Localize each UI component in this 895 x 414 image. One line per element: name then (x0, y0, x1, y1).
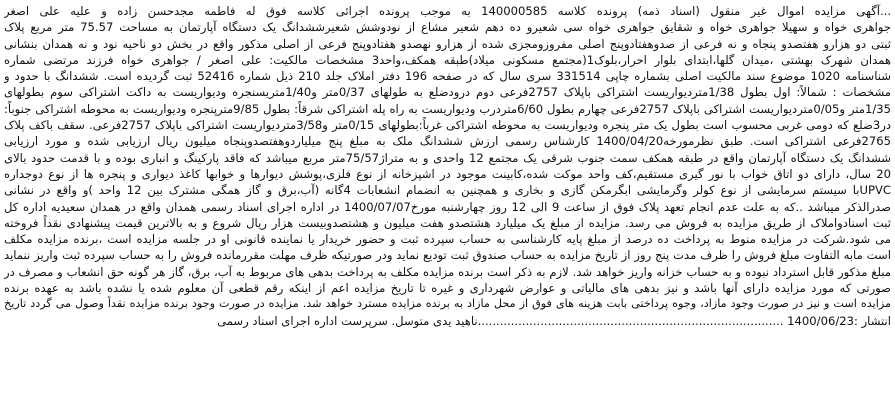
notice-line-5: شناسنامه 1020 موضوع سند مالکیت اصلی بشماره چاپی 331514 سری سال که در صفحه 196 دفتر املاک جلد 210 ذیل شماره 52416 ثبت گردیده است. ششدانگ با حدود و (4, 69, 891, 84)
notice-line-10: ششدانگ یک دستگاه آپارتمان واقع در طبقه همکف سمت جنوب شرقی یک مجتمع 12 واحدی و به متراژ75/57متر مربع میباشد که فاقد پارکینگ و انباری بوده و با قدمت حدود بالای (4, 150, 891, 165)
notice-line-4: همدان شهرک بهشتی ،میدان گلها،ابتدای بلوار احرار،بلوک1(مجتمع مسکونی میلاد)طبقه همکف،واحد3 مشخصات مالکیت: علی اصغر / جواهری خواه فرزند مرتضی شماره (4, 52, 891, 67)
notice-line-9: 2765فرعی اشتراکی است. طبق نظرمورخه1400/04/20 کارشناس رسمی ارزش ششدانگ ملک به مبلغ پنج میلیاردوهفتصدوپنجاه میلیون ریال ارزیابی شده و مورد ارزیابی (4, 134, 891, 149)
notice-line-2: جواهری خواه و سهیلا جواهری خواه و شقایق جواهری خواه سی شعیرو ده دهم شعیر مشاع از نودوشش شعیرششدانگ یک دستگاه آپارتمان به مساحت 75.57 متر مربع پلاک (4, 20, 891, 35)
notice-line-16: است مابه التفاوت مبلغ فروش را ظرف مدت پنج روز از تاریخ مزایده به حساب صندوق ثبت تودیع نماید ودر صورتیکه ظرف مهلت مقررمانده فروش را به حساب سپرده ثبت واریز ننماید (4, 248, 891, 263)
notice-line-15: می شود.شرکت در مزایده منوط به پرداخت ده درصد از مبلغ پایه کارشناسی به حساب سپرده ثبت و حضور خریدار یا نماینده قانونی او در جلسه مزایده است ،برنده مزایده مکلف (4, 232, 891, 247)
auction-notice (4, 3, 891, 408)
notice-line-12: UPVCبا سیستم سرمایشی از نوع کولر وگرمایشی ابگرمکن گازی و بخاری و همچنین به انضمام انشعابات 4گانه (آب،برق و گاز همگی مشترک بین 12 واحد )و واقع در نشانی (4, 183, 891, 198)
notice-line-11: 20 سال، دارای دو اتاق خواب با نور گیری مستقیم،کف واحد موکت شده،کابینت موجود در اشپزخانه از نوع فلزی،پوشش دیوارها و خوابها کاغذ دیواری و پنجره ها از نوع دوجداره (4, 166, 891, 181)
notice-line-6: مشخصات : شمالاً: اول بطول 1/38متردیواریست اشتراکی باپلاک 2757فرعی دوم درودضلع به طولهای 0/37متر و1/40متریسنجره ودیواریست به داکت اشتراکی سوم بطولهای (4, 85, 891, 100)
notice-line-3: ثبتی دو هزارو هفتصدو پنجاه و نه فرعی از صدوهفتادوپنج اصلی مفروزومجزی شده از هزارو نهصدو هفتادوپنج فرعی از اصلی مذکور واقع در بخش دو ناحیه نود و نه همدان بنشانی (4, 36, 891, 51)
notice-line-19: مزایده است و نیز در صورت وجود مازاد، وجوه پرداختی بابت هزینه های فوق از محل مازاد به برنده مزایده مسترد خواهد شد. مزایده در صورت وجود برنده مزایده نقداً وصول می گردد تاریخ (4, 297, 891, 311)
notice-line-14: ثبت اسنادواملاک از طریق مزایده به فروش می رسد. مزایده از مبلغ یک میلیارد هشتصدو هفت میلیون و هشتصدوبیست هزار ریال شروع و به بالاترین قیمت پیشنهادی نقداً فروخته (4, 215, 891, 230)
notice-line-17: مبلغ مذکور قابل استرداد نبوده و به حساب خزانه واریز خواهد شد. لازم به ذکر است برنده مزایده مکلف به پرداخت بدهی های مربوط به آب، برق، گاز هر گونه حق انشعاب و مصرف در (4, 264, 891, 279)
notice-line-18: صورتی که مورد مزایده دارای آنها باشد و نیز بدهی های مالیاتی و عوارض شهرداری و غیره تا تاریخ مزایده اعم از اینکه رقم قطعی آن معلوم شده یا نشده باشد به عهده برنده (4, 281, 891, 296)
notice-line-13: صدرالذکر میباشد ..که به علت عدم انجام تعهد پلاک فوق از ساعت 9 الی 12 روز چهارشنبه مورخ1400/07/07 در اداره اجرای اسناد رسمی همدان واقع در همدان سعیدیه اداره کل (4, 199, 891, 214)
notice-line-20: انتشار :1400/06/23 ...................................................................................ناهید یدی متوسل. سرپرست اداره اجرای اسناد رسمی (217, 313, 891, 328)
notice-line-8: در3ضلع که دومی غربی محسوب است بطول یک متر پنجره ودیواریست به محوطه اشتراکی غرباً:بطولهای 0/15متر و3/58متردیواریست اشتراکی باپلاک 2757فرعی. سقف باکف پلاک (4, 118, 891, 133)
notice-line-1: ...آگهی مزایده اموال غیر منقول (اسناد ذمه) پرونده کلاسه 140000585 به موجب پرونده اجرائی کلاسه فوق له فاطمه مجدحسن زاده و علیه علی اصغر (4, 4, 891, 18)
notice-line-7: 1/35متر و0/05متردیواریست اشتراکی باپلاک 2757فرعی چهارم بطول 6/60متردرب ودیواریست به راه پله اشتراکی شرقاً: بطول 9/85مترپنجره ودیواریست به محوطه اشتراکی جنوباً: (4, 101, 891, 116)
